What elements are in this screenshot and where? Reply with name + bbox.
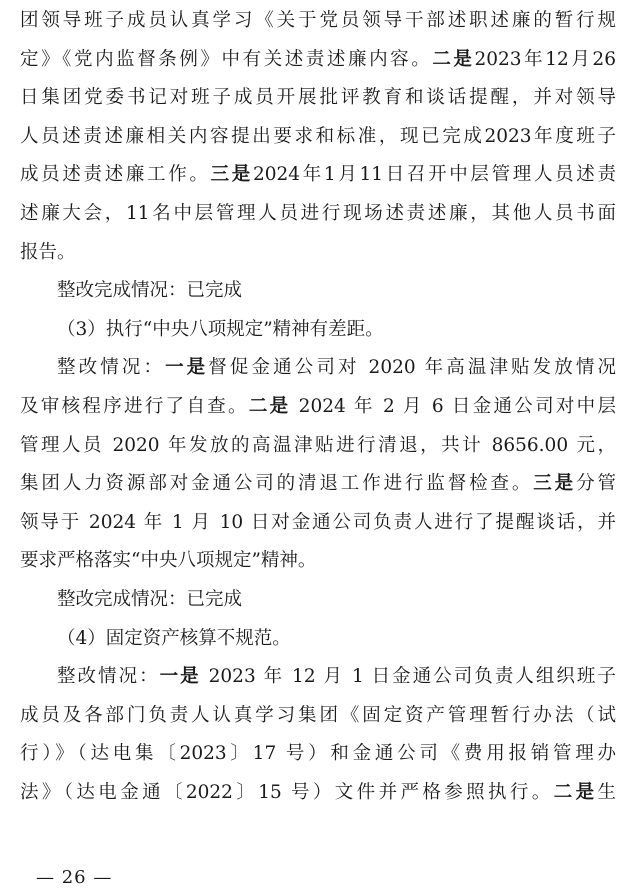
text-line [20,388,616,427]
text-run: （3）执行“中央八项规定”精神有差距。 [57,318,384,340]
text-run: 集团人力资源部对金通公司的清退工作进行监督检查。 [20,473,534,495]
text-line [20,581,616,620]
text-run: 成员及各部门负责人认真学习集团《固定资产管理暂行办法（试 [20,704,616,726]
text-line [20,697,616,736]
text-run: 管理人员 2020 年发放的高温津贴进行清退，共计 8656.00 元， [20,434,616,456]
bold-marker: 二是 [248,395,291,417]
text-run: 整改完成情况：已完成 [57,588,243,610]
text-run: 2023年12月26 [474,48,616,70]
text-run: 团领导班子成员认真学习《关于党员领导干部述职述廉的暂行规 [20,10,616,31]
text-line [20,272,616,311]
text-run: 整改情况： [57,357,166,379]
bold-marker: 一是 [165,357,209,379]
text-run: 要求严格落实“中央八项规定”精神。 [20,550,317,572]
text-run: 及审核程序进行了自查。 [20,395,249,417]
text-run: 2023 年 12 月 1 日金通公司负责人组织班子 [200,666,616,688]
text-run: 成员述责述廉工作。 [20,164,211,186]
bold-marker: 二是 [553,781,598,803]
text-run: 日集团党委书记对班子成员开展批评教育和谈话提醒，并对领导 [20,87,616,109]
text-run: 领导于 2024 年 1 月 10 日对金通公司负责人进行了提醒谈话，并 [20,511,616,533]
page-number: — 26 — [36,867,113,888]
text-line [20,234,616,273]
text-line [20,311,616,350]
text-run: 定》《党内监督条例》中有关述责述廉内容。 [20,48,433,70]
text-run: 法》（达电金通〔2022〕15 号）文件并严格参照执行。 [20,781,554,803]
text-line [20,542,616,581]
text-line [20,620,616,659]
text-line [20,504,616,543]
text-line [20,465,616,504]
text-run: 行）》（达电集〔2023〕17 号）和金通公司《费用报销管理办 [20,743,616,765]
text-run: 整改情况： [57,666,160,688]
text-run: 督促金通公司对 2020 年高温津贴发放情况 [208,357,616,379]
text-line [20,427,616,466]
text-line [20,735,616,774]
text-line [20,195,616,234]
bold-marker: 二是 [432,48,475,70]
document-body [20,2,616,812]
text-line [20,118,616,157]
text-line [20,658,616,697]
text-run: 述廉大会，11名中层管理人员进行现场述责述廉，其他人员书面 [20,202,616,224]
text-line [20,41,616,80]
text-run: 生 [597,781,616,803]
text-line [20,774,616,813]
text-run: 人员述责述廉相关内容提出要求和标准，现已完成2023年度班子 [20,125,616,147]
text-line [20,156,616,195]
text-run: 整改完成情况：已完成 [57,280,243,302]
text-line [20,2,616,41]
text-run: 2024年1月11日召开中层管理人员述责 [252,164,616,186]
bold-marker: 三是 [533,473,577,495]
text-run: 报告。 [20,241,76,263]
bold-marker: 一是 [159,666,201,688]
text-run: 分管 [576,473,616,495]
text-line [20,349,616,388]
bold-marker: 三是 [210,164,253,186]
text-line [20,79,616,118]
text-run: 2024 年 2 月 6 日金通公司对中层 [290,395,616,417]
text-run: （4）固定资产核算不规范。 [57,627,291,649]
